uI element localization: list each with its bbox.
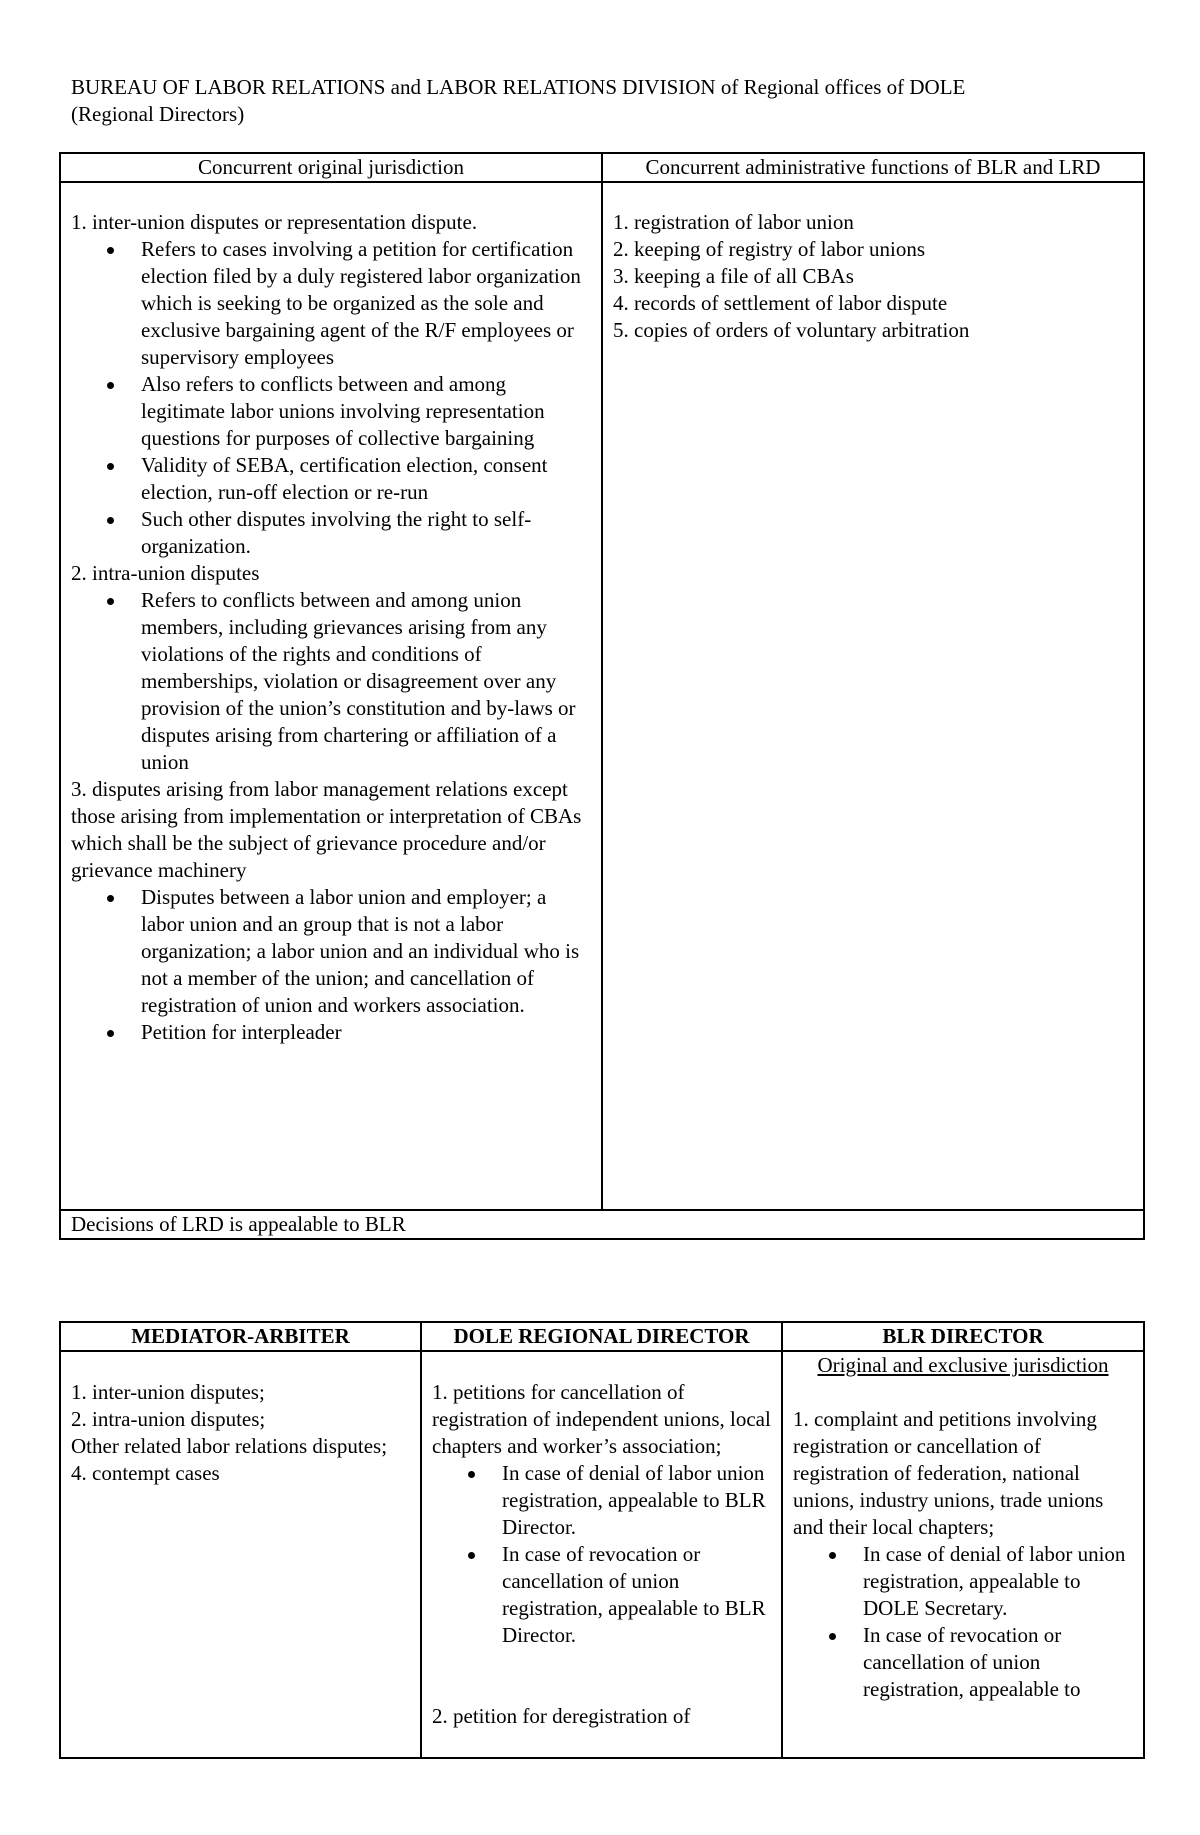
item-inter-union: 1. inter-union disputes or representation dispute. <box>71 210 478 234</box>
admin-function-item: 1. registration of labor union <box>613 210 854 234</box>
med-arb-item: Other related labor relations disputes; <box>71 1434 388 1458</box>
admin-function-item: 2. keeping of registry of labor unions <box>613 237 926 261</box>
col-header-original-jurisdiction: Concurrent original jurisdiction <box>60 153 602 182</box>
item-intra-union: 2. intra-union disputes <box>71 561 260 585</box>
blr-item-1: 1. complaint and petitions involving registration or cancellation of registration of federation, national unions, industry unions, trade unions and their local chapters; <box>793 1407 1104 1539</box>
regional-director-cell <box>421 1351 782 1758</box>
header-mediator-arbiter: MEDIATOR-ARBITER <box>60 1322 421 1351</box>
labor-management-bullets <box>71 884 591 1046</box>
blr-director-cell <box>782 1351 1144 1758</box>
inter-union-bullets <box>71 236 591 560</box>
regional-item-1: 1. petitions for cancellation of registration of independent unions, local chapters and worker’s association; <box>432 1380 771 1458</box>
blr-lrd-table <box>59 152 1145 1240</box>
bullet-item: Refers to cases involving a petition for certification election filed by a duly registered labor organization which is seeking to be organized as the sole and exclusive bargaining agent of the R/F employees or supervisory employees <box>71 236 591 371</box>
bullet-item: Petition for interpleader <box>71 1019 591 1046</box>
bullet-item: Refers to conflicts between and among union members, including grievances arising from any violations of the rights and conditions of memberships, violation or disagreement over any provision of the union’s constitution and by-laws or disputes arising from chartering or affiliation of a union <box>71 587 591 776</box>
blr-bullets <box>793 1541 1133 1703</box>
bullet-item: In case of revocation or cancellation of union registration, appealable to <box>793 1622 1133 1703</box>
blr-subheading: Original and exclusive jurisdiction <box>817 1353 1109 1377</box>
med-arb-item: 2. intra-union disputes; <box>71 1407 266 1431</box>
bullet-item: Disputes between a labor union and employer; a labor union and an group that is not a labor organization; a labor union and an individual who is not a member of the union; and cancellation of registration of union and workers association. <box>71 884 591 1019</box>
bullet-item: In case of denial of labor union registration, appealable to BLR Director. <box>432 1460 771 1541</box>
heading-line-1: BUREAU OF LABOR RELATIONS and LABOR RELATIONS DIVISION of Regional offices of DOLE <box>71 75 966 99</box>
header-blr-director: BLR DIRECTOR <box>782 1322 1144 1351</box>
bullet-item: Also refers to conflicts between and among legitimate labor unions involving representation questions for purposes of collective bargaining <box>71 371 591 452</box>
appeal-footer: Decisions of LRD is appealable to BLR <box>60 1210 1144 1239</box>
med-arb-item: 1. inter-union disputes; <box>71 1380 265 1404</box>
bullet-item: Such other disputes involving the right to self-organization. <box>71 506 591 560</box>
admin-function-item: 5. copies of orders of voluntary arbitration <box>613 318 970 342</box>
bullet-item: In case of revocation or cancellation of union registration, appealable to BLR Director. <box>432 1541 771 1649</box>
bullet-item: In case of denial of labor union registration, appealable to DOLE Secretary. <box>793 1541 1133 1622</box>
bullet-item: Validity of SEBA, certification election, consent election, run-off election or re-run <box>71 452 591 506</box>
item-labor-management: 3. disputes arising from labor management relations except those arising from implementation or interpretation of CBAs which shall be the subject of grievance procedure and/or grievance machinery <box>71 777 582 882</box>
document-heading <box>71 74 1131 128</box>
admin-function-item: 3. keeping a file of all CBAs <box>613 264 854 288</box>
admin-functions-cell <box>602 182 1144 1210</box>
header-dole-regional-director: DOLE REGIONAL DIRECTOR <box>421 1322 782 1351</box>
jurisdiction-comparison-table <box>59 1321 1145 1759</box>
intra-union-bullets <box>71 587 591 776</box>
regional-bullets <box>432 1460 771 1649</box>
original-jurisdiction-cell <box>60 182 602 1210</box>
mediator-arbiter-cell <box>60 1351 421 1758</box>
med-arb-item: 4. contempt cases <box>71 1461 220 1485</box>
admin-function-item: 4. records of settlement of labor dispute <box>613 291 948 315</box>
heading-line-2: (Regional Directors) <box>71 102 245 126</box>
regional-item-2: 2. petition for deregistration of <box>432 1704 691 1728</box>
col-header-admin-functions: Concurrent administrative functions of BLR and LRD <box>602 153 1144 182</box>
